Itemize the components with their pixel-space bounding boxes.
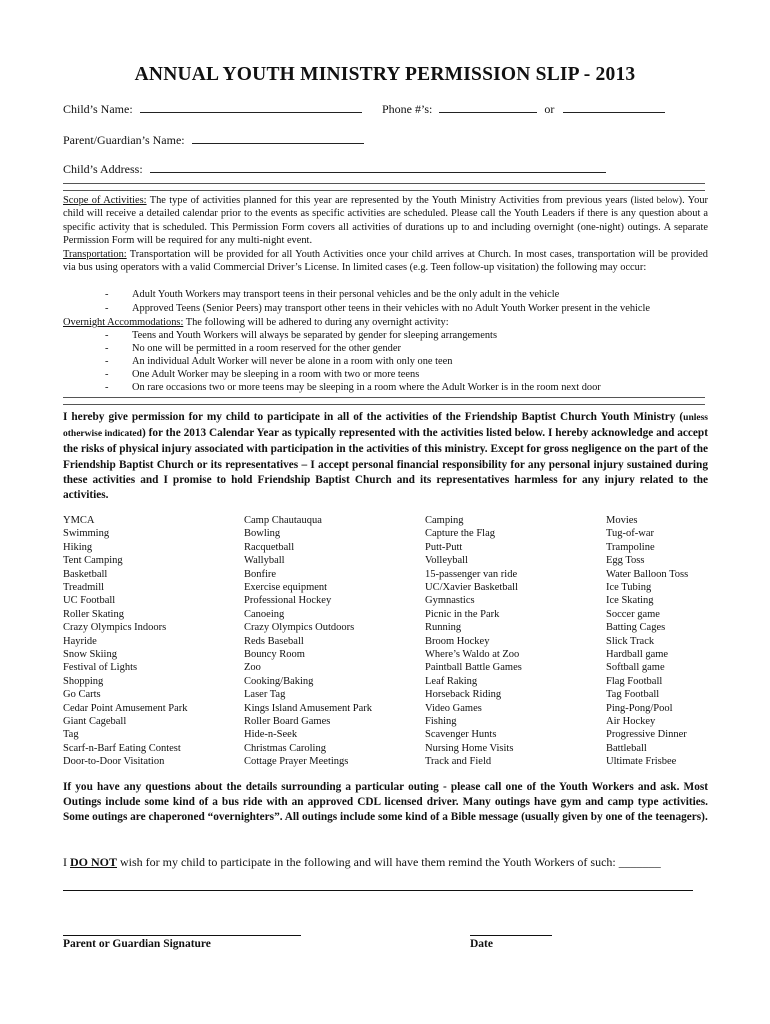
activity-item: Cottage Prayer Meetings: [244, 756, 349, 768]
activity-item: Egg Toss: [606, 555, 645, 567]
bullet-text: No one will be permitted in a room reserved for the other gender: [132, 343, 401, 354]
activity-item: Horseback Riding: [425, 689, 502, 701]
activity-item: Hiking: [63, 541, 93, 553]
activity-item: Picnic in the Park: [425, 608, 500, 620]
activity-item: Bowling: [244, 528, 281, 540]
activity-item: UC Football: [63, 595, 116, 607]
activity-item: Exercise equipment: [244, 582, 328, 593]
overnight-section: [63, 316, 708, 329]
transportation-text: Transportation will be provided for all Youth Activities once your child arrives at Church. In most cases, transportation will be provided via bus using operators with a valid Commercial Driver’s License. In limited cases (e.g. Teen follow-up visitation) the following may occur:: [63, 248, 708, 274]
do-not-emphasis: DO NOT: [70, 855, 118, 869]
bullet-text: One Adult Worker may be sleeping in a room with two or more teens: [132, 369, 420, 380]
activity-item: Volleyball: [425, 555, 468, 567]
activity-item: Door-to-Door Visitation: [63, 756, 165, 768]
activity-item: Zoo: [244, 662, 261, 674]
permission-unless: unless otherwise indicated: [63, 413, 708, 440]
bullet-dash: -: [105, 369, 109, 380]
child-name-field[interactable]: [140, 100, 362, 113]
activity-item: Bouncy Room: [244, 649, 305, 660]
bullet-dash: -: [105, 330, 109, 341]
activity-item: Water Balloon Toss: [606, 568, 689, 580]
activity-item: Treadmill: [63, 582, 105, 593]
activity-item: Tug-of-war: [606, 528, 655, 540]
activity-item: Trampoline: [606, 541, 655, 553]
divider-top: [63, 183, 705, 191]
activity-item: Hide-n-Seek: [244, 729, 298, 741]
activity-item: Broom Hockey: [425, 635, 490, 647]
activity-item: Where’s Waldo at Zoo: [425, 649, 520, 660]
permission-text-a: I hereby give permission for my child to participate in all of the activities of the Friendship Baptist Church Youth Ministry (: [63, 411, 684, 423]
activity-item: Gymnastics: [425, 595, 475, 607]
bullet-dash: -: [105, 343, 109, 354]
bullet-dash: -: [105, 303, 109, 314]
bullet-text: Adult Youth Workers may transport teens in their personal vehicles and be the only adult in the vehicle: [132, 289, 560, 300]
bullet-dash: -: [105, 382, 109, 393]
activity-item: Ping-Pong/Pool: [606, 702, 673, 714]
do-not-suffix: wish for my child to participate in the following and will have them remind the Youth Workers of such: _______: [117, 855, 661, 869]
date-label: Date: [470, 938, 493, 950]
activity-item: Wallyball: [244, 555, 285, 567]
activity-item: Crazy Olympics Outdoors: [244, 622, 355, 634]
parent-name-label: Parent/Guardian’s Name:: [63, 133, 185, 147]
activity-item: Racquetball: [244, 541, 295, 553]
activity-item: Progressive Dinner: [606, 729, 687, 741]
activity-item: Softball game: [606, 662, 665, 674]
activity-item: Camp Chautauqua: [244, 515, 322, 526]
activity-item: Movies: [606, 515, 638, 526]
address-label: Child’s Address:: [63, 162, 143, 176]
activity-item: Professional Hockey: [244, 595, 332, 607]
activity-item: Reds Baseball: [244, 635, 304, 647]
activity-item: Giant Cageball: [63, 716, 127, 727]
activity-item: Christmas Caroling: [244, 742, 326, 754]
bullet-text: On rare occasions two or more teens may be sleeping in a room where the Adult Worker is in the room next door: [132, 382, 601, 393]
activity-item: Tag Football: [606, 689, 660, 701]
parent-name-row: [63, 131, 364, 148]
activity-item: Hayride: [63, 635, 97, 647]
page-title: ANNUAL YOUTH MINISTRY PERMISSION SLIP - 2013: [134, 64, 636, 85]
activity-item: Video Games: [425, 702, 482, 714]
activity-item: Soccer game: [606, 608, 660, 620]
bullet-text: Teens and Youth Workers will always be separated by gender for sleeping arrangements: [132, 330, 497, 341]
transportation-heading: Transportation:: [63, 248, 127, 260]
permission-text-b: ) for the 2013 Calendar Year as typically represented with the activities listed below. I hereby acknowledge and accept the risks of physical injury associated with participation in the activities of this ministry. Except for gross negligence on the part of the Friendship Baptist Church or its representatives – I accept personal financial responsibility for any personal injury sustained during these activities and I promise to hold Friendship Baptist Church and its representatives harmless for any injury related to the activities.: [63, 427, 708, 502]
activity-item: Snow Skiing: [63, 649, 117, 660]
bullet-dash: -: [105, 356, 109, 367]
scope-listed-below: listed below: [634, 195, 679, 205]
activity-item: Swimming: [63, 528, 110, 540]
do-not-line: [63, 855, 661, 870]
activity-item: Tag: [63, 729, 79, 741]
activity-item: Flag Football: [606, 675, 663, 687]
activity-item: Battleball: [606, 742, 647, 754]
activity-item: Roller Board Games: [244, 716, 331, 727]
activity-item: UC/Xavier Basketball: [425, 582, 519, 593]
child-name-row: [63, 100, 362, 117]
activity-item: Scarf-n-Barf Eating Contest: [63, 742, 181, 754]
phone-field-1[interactable]: [439, 100, 537, 113]
scope-text-b: ). Your child will receive a detailed calendar prior to the events as specific activities are scheduled. Please call the Youth Leaders if there is any question about a specific activity that is scheduled. This Permission Form covers all activities of durations up to and including overnight (one-night) outings. A separate Permission Form will be required for any multi-night event.: [63, 195, 708, 247]
activity-item: Cooking/Baking: [244, 675, 314, 687]
activity-item: Crazy Olympics Indoors: [63, 622, 167, 634]
activity-item: Track and Field: [425, 756, 492, 768]
activity-item: 15-passenger van ride: [425, 568, 518, 580]
phone-field-2[interactable]: [563, 100, 665, 113]
overnight-text: The following will be adhered to during any overnight activity:: [183, 317, 449, 328]
do-not-prefix: I: [63, 855, 70, 869]
scope-text-a: The type of activities planned for this year are represented by the Youth Ministry Activities from previous years (: [146, 195, 635, 206]
address-field[interactable]: [150, 160, 606, 173]
activity-item: Shopping: [63, 675, 104, 687]
divider-bottom: [63, 397, 705, 405]
activity-item: Laser Tag: [244, 689, 286, 701]
parent-signature-field[interactable]: [63, 935, 301, 936]
child-name-label: Child’s Name:: [63, 102, 133, 116]
parent-name-field[interactable]: [192, 131, 364, 144]
activity-item: Roller Skating: [63, 608, 124, 620]
activity-item: Ultimate Frisbee: [606, 756, 677, 768]
activity-item: Paintball Battle Games: [425, 662, 522, 674]
activity-item: Batting Cages: [606, 622, 666, 634]
activity-item: Kings Island Amusement Park: [244, 702, 373, 714]
activity-item: Nursing Home Visits: [425, 742, 514, 754]
bullet-dash: -: [105, 289, 109, 300]
activity-item: Scavenger Hunts: [425, 729, 497, 741]
activity-item: Running: [425, 622, 462, 634]
parent-signature-label: Parent or Guardian Signature: [63, 938, 211, 950]
activity-item: Ice Skating: [606, 595, 654, 607]
questions-paragraph: If you have any questions about the details surrounding a particular outing - please call one of the Youth Workers and ask. Most Outings include some kind of a bus ride with an approved CDL licensed driver. Many outings have gym and camp type activities. Some outings are chaperoned “overnighters”. All outings include some kind of a Bible message (usually given by one of the teenagers).: [63, 781, 708, 824]
date-field[interactable]: [470, 935, 552, 936]
scope-section: [63, 194, 708, 274]
activity-item: Slick Track: [606, 635, 655, 647]
activity-item: Bonfire: [244, 568, 277, 580]
activity-item: Canoeing: [244, 608, 285, 620]
activity-item: Air Hockey: [606, 716, 656, 727]
activity-item: Putt-Putt: [425, 541, 463, 553]
phone-row: [382, 100, 665, 117]
activity-item: Cedar Point Amusement Park: [63, 702, 188, 714]
activity-item: Capture the Flag: [425, 528, 495, 540]
bullet-text: An individual Adult Worker will never be alone in a room with only one teen: [132, 356, 453, 367]
bullet-text: Approved Teens (Senior Peers) may transport other teens in their vehicles with no Adult Youth Worker present in the vehicle: [132, 303, 651, 314]
exclusions-field[interactable]: [63, 890, 693, 891]
activity-item: Basketball: [63, 568, 108, 580]
activity-item: Fishing: [425, 716, 457, 727]
activity-item: Go Carts: [63, 689, 101, 701]
permission-paragraph: [63, 410, 708, 503]
activity-item: Leaf Raking: [425, 675, 478, 687]
activity-item: Festival of Lights: [63, 662, 138, 674]
address-row: [63, 160, 606, 177]
phone-label: Phone #’s:: [382, 102, 433, 116]
activity-item: Tent Camping: [63, 555, 123, 567]
activity-item: Camping: [425, 515, 464, 526]
or-label: or: [544, 102, 555, 116]
activity-item: Ice Tubing: [606, 582, 652, 593]
activity-item: Hardball game: [606, 649, 669, 660]
scope-heading: Scope of Activities:: [63, 195, 147, 206]
activity-item: YMCA: [63, 515, 95, 526]
overnight-heading: Overnight Accommodations:: [63, 317, 184, 328]
